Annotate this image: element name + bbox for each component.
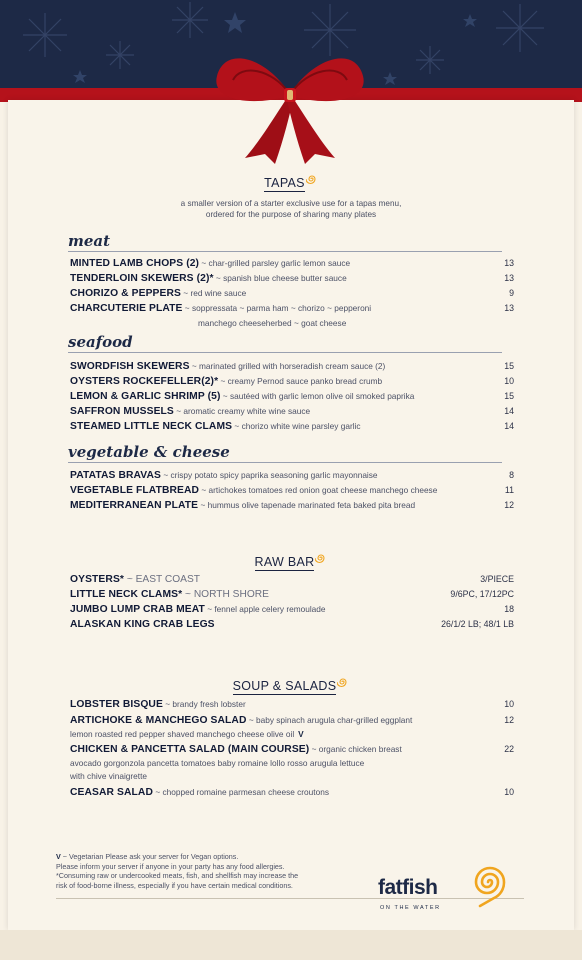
category-divider: [68, 251, 502, 252]
menu-item: CHARCUTERIE PLATE ~ soppressata ~ parma ham ~ chorizo ~ pepperoni 13: [70, 303, 514, 314]
menu-item: PATATAS BRAVAS ~ crispy potato spicy paprika seasoning garlic mayonnaise 8: [70, 470, 514, 481]
category-meat: meat: [68, 232, 111, 250]
menu-item: LOBSTER BISQUE ~ brandy fresh lobster 10: [70, 699, 514, 710]
menu-item: MINTED LAMB CHOPS (2) ~ char-grilled parsley garlic lemon sauce 13: [70, 258, 514, 269]
menu-item: CHORIZO & PEPPERS ~ red wine sauce 9: [70, 288, 514, 299]
item-continuation: avocado gorgonzola pancetta tomatoes baby romaine lollo rosso arugula lettuce: [70, 758, 365, 768]
fatfish-logo: [378, 858, 518, 914]
soup-salads-heading: SOUP & SALADS: [0, 679, 582, 693]
swirl-logo-icon: [468, 858, 514, 908]
tapas-note: a smaller version of a starter exclusive use for a tapas menu, ordered for the purpose of sharing many plates: [180, 199, 402, 219]
menu-item: VEGETABLE FLATBREAD ~ artichokes tomatoes red onion goat cheese manchego cheese 11: [70, 485, 514, 496]
category-seafood: seafood: [68, 333, 133, 351]
menu-item: JUMBO LUMP CRAB MEAT ~ fennel apple celery remoulade 18: [70, 604, 514, 615]
raw-bar-heading: RAW BAR: [0, 555, 582, 569]
menu-item: SWORDFISH SKEWERS ~ marinated grilled with horseradish cream sauce (2) 15: [70, 361, 514, 372]
menu-item: LEMON & GARLIC SHRIMP (5) ~ sautéed with garlic lemon olive oil smoked paprika 15: [70, 391, 514, 402]
tapas-heading: TAPAS: [0, 176, 582, 190]
category-divider: [68, 352, 502, 353]
item-continuation: with chive vinaigrette: [70, 771, 148, 781]
logo-wordmark: fatfish: [378, 876, 438, 899]
menu-item: MEDITERRANEAN PLATE ~ hummus olive tapenade marinated feta baked pita bread 12: [70, 500, 514, 511]
vegetarian-mark: V: [298, 729, 304, 739]
page-bottom-edge: [0, 930, 582, 960]
menu-item: ALASKAN KING CRAB LEGS 26/1/2 LB; 48/1 LB: [70, 619, 514, 630]
swirl-icon: [306, 173, 318, 185]
menu-item: TENDERLOIN SKEWERS (2)* ~ spanish blue cheese butter sauce 13: [70, 273, 514, 284]
menu-item: OYSTERS ROCKEFELLER(2)* ~ creamy Pernod sauce panko bread crumb 10: [70, 376, 514, 387]
logo-tagline: ON THE WATER: [380, 905, 441, 911]
swirl-icon: [315, 552, 327, 564]
menu-item: ARTICHOKE & MANCHEGO SALAD ~ baby spinach arugula char-grilled eggplant 12: [70, 715, 514, 726]
menu-item: LITTLE NECK CLAMS* ~ NORTH SHORE 9/6PC, 17/12PC: [70, 589, 514, 600]
item-continuation: manchego cheeseherbed ~ goat cheese: [198, 318, 347, 328]
menu-item: SAFFRON MUSSELS ~ aromatic creamy white wine sauce 14: [70, 406, 514, 417]
red-bow-icon: [205, 46, 375, 166]
item-continuation: lemon roasted red pepper shaved manchego cheese olive oil V: [70, 729, 304, 739]
category-divider: [68, 462, 502, 463]
menu-item: STEAMED LITTLE NECK CLAMS ~ chorizo white wine parsley garlic 14: [70, 421, 514, 432]
menu-item: CHICKEN & PANCETTA SALAD (MAIN COURSE) ~ organic chicken breast 22: [70, 744, 514, 755]
footer-notes: V ~ Vegetarian Please ask your server for Vegan options. Please inform your server if anyone in your party has any food allergies. *Consuming raw or undercooked meats, fish, and shellfish may increase the risk of food-borne illness, especially if you have certain medical conditions.: [56, 852, 299, 890]
menu-card: [8, 100, 574, 930]
menu-item: CEASAR SALAD ~ chopped romaine parmesan cheese croutons 10: [70, 787, 514, 798]
swirl-icon: [337, 676, 349, 688]
menu-item: OYSTERS* ~ EAST COAST 3/PIECE: [70, 574, 514, 585]
category-vegetable-cheese: vegetable & cheese: [68, 443, 230, 461]
